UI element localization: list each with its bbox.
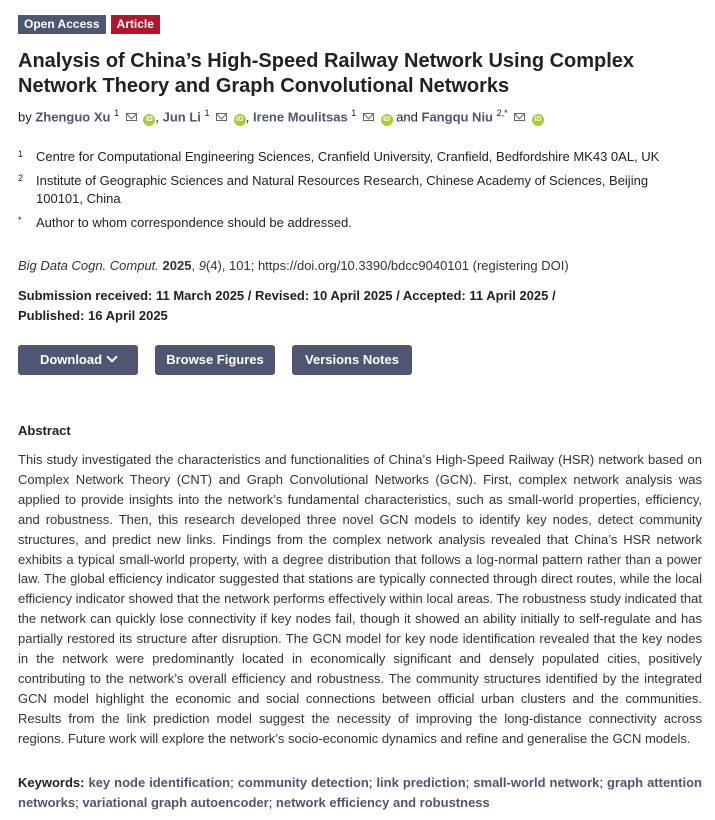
- mail-icon[interactable]: [216, 113, 227, 121]
- download-label: Download: [39, 352, 103, 367]
- badges: [18, 15, 160, 34]
- chevron-down-icon: [106, 351, 117, 362]
- keywords: Keywords: key node identification; community detection; link prediction; small-world network; graph attention networks; variational graph autoencoder; network efficiency and robustness: [18, 775, 702, 810]
- author-separator: ,: [245, 109, 250, 125]
- article-badge: Article: [111, 15, 160, 34]
- affiliation-number: 2: [18, 173, 24, 183]
- keywords-label: Keywords:: [18, 775, 85, 790]
- author-affiliation-sup: 1: [204, 108, 210, 118]
- abstract-heading: Abstract: [18, 423, 71, 438]
- author-link[interactable]: Zhenguo Xu: [35, 109, 111, 125]
- abstract-text: This study investigated the characteristics and functionalities of China’s High-Speed Railway (HSR) network based on Complex Network Theory (CNT) and Graph Convolutional Networks (GCN). First, complex network analysis was applied to provide insights into the network’s fundamental characteristics, such as small-world properties, efficiency, and robustness. Then, this research developed three novel GCN models to identify key nodes, detect community structures, and predict new links. Findings from the complex network analysis revealed that China’s HSR network exhibits a typical small-world property, with a degree distribution that follows a log-normal pattern rather than a power law. The global efficiency indicator suggested that stations are typically connected through direct routes, while the local efficiency indicator showed that the network performs effectively within local areas. The robustness study indicated that the network can quickly lose connectivity if key nodes fail, though it showed an ability initially to self-regulate and has partially restored its structure after disruption. The GCN model for key node identification revealed that the key nodes in the network were predominantly located in economically significant and densely populated cities, positively contributing to the network’s overall efficiency and robustness. The community structures identified by the integrated GCN model highlight the economic and social connections between official urban clusters and the communities. Results from the link prediction model suggest the necessity of improving the long-distance connectivity across regions. Future work will explore the network’s socio-economic dynamics and refine and generalise the GCN models.: [18, 452, 702, 746]
- author-list: [18, 108, 544, 126]
- citation-rest: (4), 101; https://doi.org/10.3390/bdcc9040101 (registering DOI): [205, 258, 569, 273]
- orcid-icon[interactable]: iD: [381, 114, 393, 126]
- affiliation-text: Author to whom correspondence should be addressed.: [36, 215, 352, 230]
- mail-icon[interactable]: [126, 113, 137, 121]
- author-link[interactable]: Fangqu Niu: [421, 109, 494, 125]
- keyword-link[interactable]: key node identification: [88, 775, 231, 790]
- article-title: Analysis of China’s High-Speed Railway Network Using Complex Network Theory and Graph Convolutional Networks: [18, 50, 635, 97]
- affiliation-text: Institute of Geographic Sciences and Natural Resources Research, Chinese Academy of Sciences, Beijing 100101, China: [36, 173, 649, 206]
- affiliation-text: Centre for Computational Engineering Sciences, Cranfield University, Cranfield, Bedfordshire MK43 0AL, UK: [36, 149, 660, 164]
- orcid-icon[interactable]: iD: [532, 114, 544, 126]
- author-affiliation-sup: 2,*: [496, 108, 508, 118]
- citation: Big Data Cogn. Comput. 2025, 9(4), 101; https://doi.org/10.3390/bdcc9040101 (registering DOI): [18, 258, 569, 273]
- affiliations: [18, 148, 698, 238]
- publication-dates: Submission received: 11 March 2025 / Revised: 10 April 2025 / Accepted: 11 April 2025 / Published: 16 April 2025: [18, 288, 556, 323]
- keyword-link[interactable]: network efficiency and robustness: [275, 795, 490, 810]
- keyword-link[interactable]: link prediction: [376, 775, 466, 790]
- citation-volume: 9: [198, 258, 206, 273]
- affiliation-item: [18, 148, 698, 166]
- by-label: by: [18, 109, 32, 125]
- author-affiliation-sup: 1: [351, 108, 357, 118]
- orcid-icon[interactable]: iD: [234, 114, 246, 126]
- versions-notes-button[interactable]: Versions Notes: [292, 345, 412, 375]
- journal-name[interactable]: Big Data Cogn. Comput.: [18, 258, 159, 273]
- keyword-link[interactable]: variational graph autoencoder: [82, 795, 269, 810]
- affiliation-number: *: [18, 215, 22, 225]
- open-access-badge[interactable]: Open Access: [18, 15, 106, 34]
- browse-figures-button[interactable]: Browse Figures: [155, 345, 275, 375]
- affiliation-item: [18, 214, 698, 232]
- download-button[interactable]: [18, 345, 138, 375]
- mail-icon[interactable]: [363, 113, 374, 121]
- author-affiliation-sup: 1: [114, 108, 120, 118]
- affiliation-number: 1: [18, 149, 24, 159]
- and-label: and: [396, 109, 418, 125]
- author-link[interactable]: Irene Moulitsas: [253, 109, 348, 125]
- citation-year: 2025: [162, 258, 192, 273]
- keyword-link[interactable]: graph attention networks: [18, 775, 702, 810]
- keyword-link[interactable]: community detection: [237, 775, 369, 790]
- mail-icon[interactable]: [514, 113, 525, 121]
- affiliation-item: [18, 172, 698, 208]
- author-separator: ,: [155, 109, 159, 125]
- action-buttons: [18, 345, 412, 375]
- author-link[interactable]: Jun Li: [162, 109, 201, 125]
- orcid-icon[interactable]: iD: [143, 114, 155, 126]
- keyword-link[interactable]: small-world network: [473, 775, 600, 790]
